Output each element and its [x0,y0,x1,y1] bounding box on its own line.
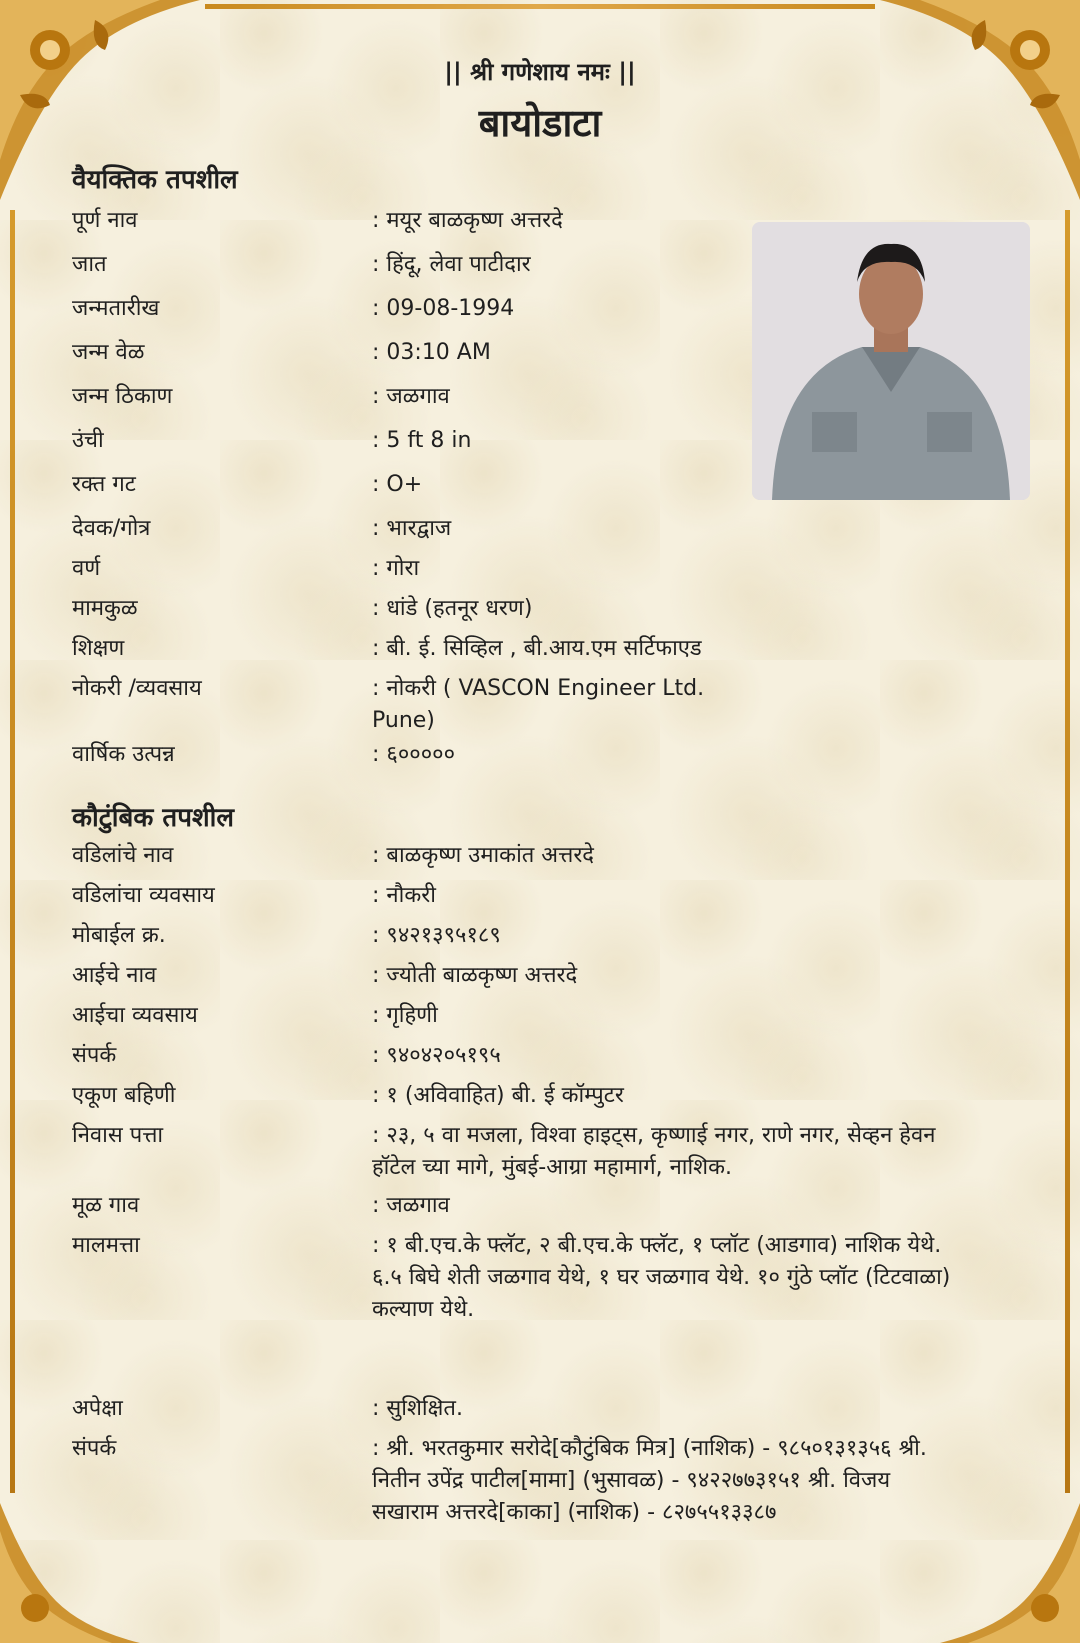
field-label: जन्मतारीख [72,296,160,321]
field-label: वडिलांचे नाव [72,843,174,868]
field-value: : गोरा [372,553,772,585]
field-value: : १ (अविवाहित) बी. ई कॉम्पुटर [372,1080,972,1112]
field-label: आईचा व्यवसाय [72,1003,198,1028]
field-value: : ज्योती बाळकृष्ण अत्तरदे [372,960,972,992]
blessing-text: || श्री गणेशाय नमः || [444,58,636,86]
profile-photo [752,222,1030,500]
field-label: जात [72,252,107,277]
field-value: : नोकरी ( VASCON Engineer Ltd. Pune) [372,673,722,737]
field-label: संपर्क [72,1436,117,1461]
field-value: : ६००००० [372,739,772,771]
field-label: जन्म वेळ [72,340,145,365]
field-value: : १ बी.एच.के फ्लॅट, २ बी.एच.के फ्लॅट, १ प्लॉट (आडगाव) नाशिक येथे. ६.५ बिघे शेती जळगाव येथे, १ घर जळगाव येथे. १० गुंठे प्लॉट (टिटवाळा) कल्याण येथे. [372,1230,972,1326]
field-label: वार्षिक उत्पन्न [72,742,175,767]
field-label: वर्ण [72,556,101,581]
personal-section-heading: वैयक्तिक तपशील [72,165,238,195]
field-value: : हिंदू, लेवा पाटीदार [372,249,772,281]
family-section-heading: कौटुंबिक तपशील [72,803,235,833]
field-value: : बाळकृष्ण उमाकांत अत्तरदे [372,840,972,872]
field-value: : 03:10 AM [372,337,772,369]
left-border [10,210,15,1493]
field-value: : नौकरी [372,880,972,912]
field-label: जन्म ठिकाण [72,384,173,409]
field-label: रक्त गट [72,472,136,497]
field-value: : श्री. भरतकुमार सरोदे[कौटुंबिक मित्र] (नाशिक) - ९८५०१३१३५६ श्री. नितीन उपेंद्र पाटील[मामा] (भुसावळ) - ९४२२७७३१५१ श्री. विजय सखाराम अत्तरदे[काका] (नाशिक) - ८२७५५१३३८७ [372,1433,952,1529]
field-label: एकूण बहिणी [72,1083,176,1108]
field-label: शिक्षण [72,636,125,661]
field-value: : जळगाव [372,381,772,413]
document-title: बायोडाटा [478,101,602,145]
field-value: : O+ [372,469,772,501]
document-header [0,55,1080,148]
field-value: : २३, ५ वा मजला, विश्वा हाइट्स, कृष्णाई नगर, राणे नगर, सेव्हन हेवन हॉटेल च्या मागे, मुंबई-आग्रा महामार्ग, नाशिक. [372,1120,982,1184]
person-photo-icon [752,222,1030,500]
field-value: : भारद्वाज [372,513,772,545]
field-label: मोबाईल क्र. [72,923,166,948]
field-value: : 09-08-1994 [372,293,772,325]
field-label: निवास पत्ता [72,1123,164,1148]
right-border [1065,210,1070,1493]
field-label: संपर्क [72,1043,117,1068]
field-label: मालमत्ता [72,1233,140,1258]
field-value: : बी. ई. सिव्हिल , बी.आय.एम सर्टिफाएड [372,633,812,665]
field-label: मूळ गाव [72,1193,140,1218]
field-value: : धांडे (हतनूर धरण) [372,593,772,625]
field-label: देवक/गोत्र [72,516,151,541]
top-border [205,4,875,9]
corner-ornament-icon [0,1503,140,1643]
field-label: वडिलांचा व्यवसाय [72,883,215,908]
field-value: : 5 ft 8 in [372,425,772,457]
field-value: : गृहिणी [372,1000,972,1032]
field-value: : ९४०४२०५१९५ [372,1040,972,1072]
corner-ornament-icon [940,1503,1080,1643]
field-label: नोकरी /व्यवसाय [72,676,202,701]
field-value: : सुशिक्षित. [372,1393,972,1425]
field-label: मामकुळ [72,596,138,621]
field-label: अपेक्षा [72,1396,123,1421]
field-label: आईचे नाव [72,963,157,988]
field-value: : जळगाव [372,1190,972,1222]
field-label: पूर्ण नाव [72,208,138,233]
field-label: उंची [72,428,104,453]
field-value: : मयूर बाळकृष्ण अत्तरदे [372,205,772,237]
field-value: : ९४२१३९५१८९ [372,920,972,952]
